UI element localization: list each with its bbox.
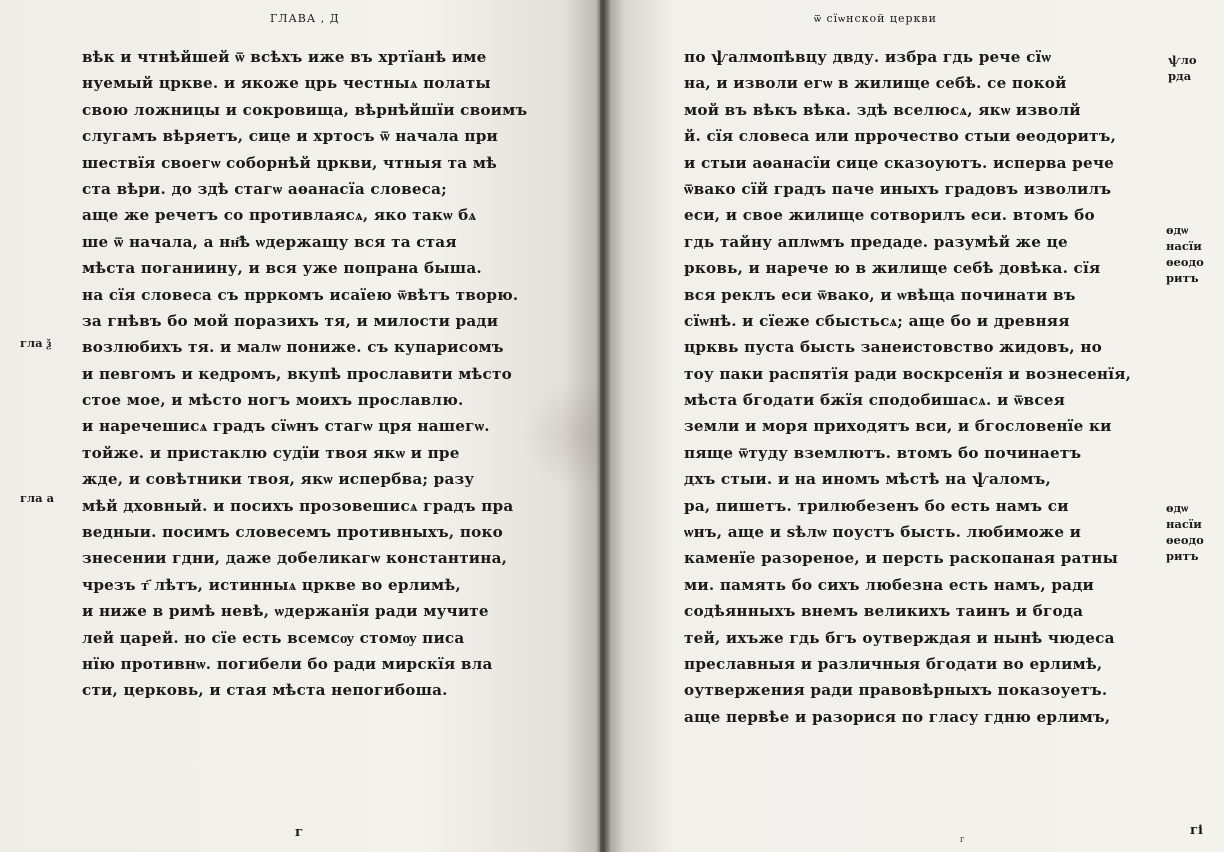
left-text-line: нїю противнѡ. погибели бо ради мирскїя вла <box>82 654 493 673</box>
right-text-line: дхъ стыи. и на иномъ мѣстѣ на ѱаломъ, <box>684 470 1052 489</box>
right-footer-mark: г <box>960 835 965 844</box>
left-text-line: знесении гдни, даже добеликагѡ константина, <box>82 549 508 568</box>
left-text-line: слугамъ вѣряетъ, сице и хртосъ ѿ начала при <box>82 127 498 146</box>
left-text-line: жде, и совѣтники твоя, якѡ испербва; разу <box>82 470 475 489</box>
right-margin-note-3: ѳдѡ насїи ѳеодо ритъ <box>1166 501 1204 563</box>
right-page <box>600 0 1224 852</box>
right-text-line: црквь пуста бысть занеистовство жидовъ, но <box>684 338 1103 357</box>
right-text-line: тей, ихъже гдь бгъ оутверждая и нынѣ чюдеса <box>684 628 1115 647</box>
left-text-block <box>82 44 592 704</box>
right-text-line: каменїе разореное, и персть раскопаная ратны <box>684 549 1118 568</box>
right-text-block <box>684 44 1154 730</box>
right-text-line: аще первѣе и разорися по гласу гдню ерлимъ, <box>684 707 1111 726</box>
right-running-head: ѿ сїѡнской церкви <box>814 12 937 25</box>
right-text-line: еси, и свое жилище сотворилъ еси. втомъ бо <box>684 206 1095 225</box>
right-text-line: на, и изволи егѡ в жилище себѣ. се покой <box>684 74 1067 93</box>
right-text-line: ѿвако сїй градъ паче иныхъ градовъ изволилъ <box>684 179 1112 198</box>
left-text-line: ведныи. посимъ словесемъ противныхъ, поко <box>82 523 504 542</box>
right-text-line: вся реклъ еси ѿвако, и ѡвѣща починати въ <box>684 285 1076 304</box>
right-text-line: й. сїя словеса или пррочество стыи ѳеодоритъ, <box>684 127 1117 146</box>
left-text-line: за гнѣвъ бо мой поразихъ тя, и милости ради <box>82 311 499 330</box>
left-text-line: свою ложницы и сокровища, вѣрнѣйшїи своимъ <box>82 100 528 119</box>
right-text-line: по ѱалмопѣвцу двду. избра гдь рече сїѡ <box>684 48 1052 66</box>
left-text-line: мѣй дховный. и посихъ прозовешисѧ градъ пра <box>82 496 514 515</box>
left-text-line: шествїя своегѡ соборнѣй цркви, чтныя та мѣ <box>82 153 498 172</box>
right-text-line: преславныя и различныя бгодати во ерлимѣ, <box>684 654 1103 673</box>
left-margin-note-2: гла а <box>20 491 55 505</box>
right-text-line: ѡнъ, аще и ѕѣлѡ поустъ бысть. любиможе и <box>684 523 1082 542</box>
right-text-line: ра, пишетъ. трилюбезенъ бо есть намъ си <box>684 496 1069 515</box>
right-text-line: мой въ вѣкъ вѣка. здѣ всeлюсѧ, якѡ изволй <box>684 100 1081 119</box>
right-text-line: рковь, и нарече ю в жилище себѣ довѣка. сїя <box>684 259 1101 278</box>
left-text-line: мѣста поганиину, и вся уже попрана быша. <box>82 259 482 278</box>
right-text-line: ми. память бо сихъ любезна есть намъ, ради <box>684 575 1095 594</box>
left-text-line: на сїя словеса съ прркомъ исаїею ѿвѣтъ творю. <box>82 285 519 304</box>
left-text-line: и наречешисѧ градъ сїѡнъ стагѡ цря нашегѡ. <box>82 417 490 436</box>
right-text-line: сїѡнѣ. и сїеже сбыстьсѧ; аще бо и древняя <box>684 311 1070 330</box>
right-text-line: и стыи аѳанасїи сице сказоуютъ. испервa рече <box>684 153 1115 172</box>
right-margin-note-2: ѳдѡ насїи ѳеодо ритъ <box>1166 223 1204 285</box>
left-text-line: вѣк и чтнѣйшей ѿ всѣхъ иже въ хртїанѣ име <box>82 48 487 66</box>
right-text-line: пяще ѿтуду вземлютъ. втомъ бо починаетъ <box>684 443 1082 462</box>
right-text-line: содѣянныхъ внемъ великихъ таинъ и бгода <box>684 602 1084 621</box>
gutter-shadow <box>596 0 610 852</box>
left-running-head: ГЛАВА , Д <box>270 12 340 25</box>
left-text-line: чрезъ т҃ лѣтъ, истинныѧ цркве во ерлимѣ, <box>82 575 461 594</box>
left-text-line: сти, церковь, и стая мѣста непогибоша. <box>82 681 448 700</box>
left-text-line: стое мое, и мѣсто ногъ моихъ прославлю. <box>82 391 464 410</box>
left-text-line: лей царей. но сїе есть всемсѹ стомѹ писа <box>82 628 465 647</box>
right-text-line: гдь тайну аплѡмъ предаде. разумѣй же це <box>684 232 1068 251</box>
left-text-line: тойже. и пристаклю судїи твоя якѡ и пре <box>82 443 460 462</box>
left-text-line: и ниже в римѣ невѣ, ѡдержанїя ради мучите <box>82 602 489 621</box>
left-text-line: и певгомъ и кедромъ, вкупѣ прославити мѣсто <box>82 364 512 383</box>
right-page-number: гі <box>1190 823 1203 838</box>
left-text-line: возлюбихъ тя. и малѡ пониже. съ купарисомъ <box>82 338 504 357</box>
right-text-line: земли и моря приходятъ вси, и бгословенїе ки <box>684 417 1112 436</box>
right-margin-note-1: ѱло рда <box>1168 53 1197 83</box>
left-text-line: ше ѿ начала, а нн҃ѣ ѡдержащу вся та стая <box>82 232 457 251</box>
left-text-line: нуемый цркве. и якоже црь честныѧ полаты <box>82 74 491 93</box>
left-text-line: аще же речетъ со противлаясѧ, яко такѡ бѧ <box>82 206 477 225</box>
left-text-line: ста вѣри. до здѣ стагѡ аѳанасїа словеса; <box>82 179 447 198</box>
left-page <box>0 0 600 852</box>
right-text-line: мѣста бгодати бжїя сподобишасѧ. и ѿвсея <box>684 391 1066 410</box>
right-text-line: оутвержения ради правовѣрныхъ показоуетъ. <box>684 681 1108 700</box>
left-page-number: г <box>295 825 303 840</box>
right-text-line: тоу паки распятїя ради воскрсенїя и вознесенїя, <box>684 364 1132 383</box>
left-margin-note-1: гла ѯ <box>20 336 52 350</box>
